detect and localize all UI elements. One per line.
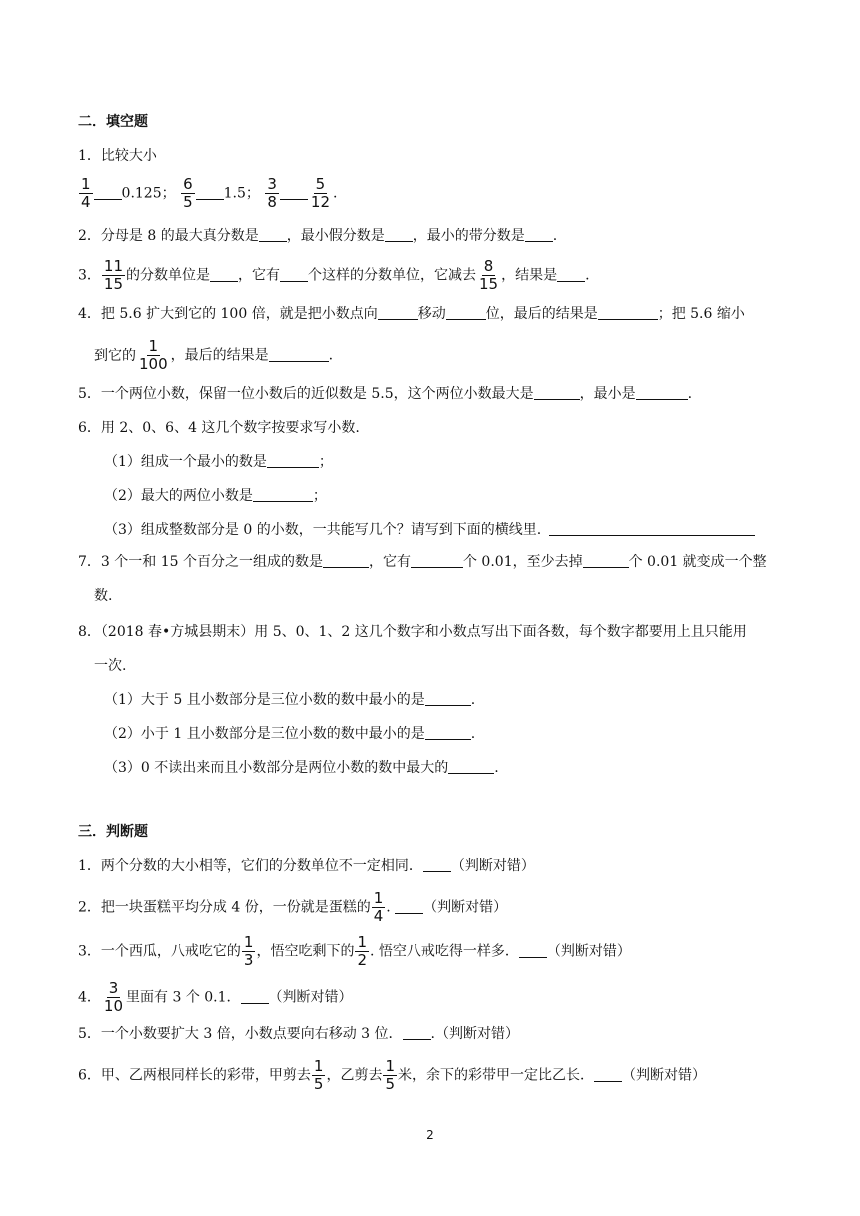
question-2-5: 5．一个两位小数，保留一位小数后的近似数是 5.5，这个两位小数最大是 ，最小是 . [78, 386, 693, 402]
fraction: $\frac{1}{100}$ [139, 337, 168, 373]
question-2-4-line1: 4．把 5.6 扩大到它的 100 倍，就是把小数点向 移动 位，最后的结果是 ；把 5.6 缩小 [78, 306, 745, 322]
answer-blank[interactable] [323, 553, 369, 568]
fraction: $\frac{6}{5}$ [183, 175, 193, 211]
question-2-3: 3． $\frac{11}{15}$ 的分数单位是 ，它有 个这样的分数单位，它减去 $\frac{8}{15}$ ，结果是 . [78, 257, 590, 293]
answer-blank[interactable] [259, 227, 287, 242]
fraction: $\frac{1}{5}$ [313, 1057, 324, 1093]
question-3-3: 3．一个西瓜，八戒吃它的 $\frac{1}{3}$ ，悟空吃剩下的 $\frac{1}{2}$ . 悟空八戒吃得一样多． （判断对错） [78, 933, 631, 969]
answer-blank[interactable] [549, 521, 755, 536]
answer-blank[interactable] [253, 487, 313, 502]
question-2-6-part3: （3）组成整数部分是 0 的小数，一共能写几个？请写到下面的横线里. [104, 520, 755, 540]
fraction: $\frac{1}{5}$ [385, 1057, 395, 1093]
answer-blank[interactable] [583, 553, 629, 568]
answer-blank[interactable] [94, 185, 122, 200]
answer-blank[interactable] [594, 1067, 622, 1082]
question-2-6-part1: （1）组成一个最小的数是 ； [104, 454, 333, 470]
answer-blank[interactable] [378, 305, 418, 320]
question-2-7-line1: 7．3 个一和 15 个百分之一组成的数是 ，它有 个 0.01，至少去掉 个 0.01 就变成一个整 [78, 554, 767, 570]
section-title-fill-in: 二．填空题 [78, 114, 148, 130]
answer-blank[interactable] [423, 857, 451, 872]
page-number: 2 [426, 1128, 434, 1142]
fraction: $\frac{3}{8}$ [267, 175, 277, 211]
answer-blank[interactable] [425, 725, 471, 740]
answer-blank[interactable] [403, 1025, 431, 1040]
answer-blank[interactable] [385, 227, 413, 242]
question-3-1: 1．两个分数的大小相等，它们的分数单位不一定相同． （判断对错） [78, 858, 535, 874]
answer-blank[interactable] [210, 267, 238, 282]
question-2-4-line2: 到它的 $\frac{1}{100}$ ，最后的结果是 . [94, 337, 334, 373]
answer-blank[interactable] [557, 267, 585, 282]
question-3-2: 2．把一块蛋糕平均分成 4 份，一份就是蛋糕的 $\frac{1}{4}$ . （判断对错） [78, 889, 508, 925]
answer-blank[interactable] [280, 267, 308, 282]
answer-blank[interactable] [411, 553, 463, 568]
answer-blank[interactable] [395, 899, 423, 914]
question-3-4: 4． $\frac{3}{10}$ 里面有 3 个 0.1． （判断对错） [78, 979, 353, 1015]
question-3-6: 6．甲、乙两根同样长的彩带，甲剪去 $\frac{1}{5}$ ，乙剪去 $\frac{1}{5}$ 米，余下的彩带甲一定比乙长． （判断对错） [78, 1057, 706, 1093]
answer-blank[interactable] [267, 453, 319, 468]
question-2-8-line2: 一次. [94, 658, 127, 674]
fraction: $\frac{1}{4}$ [81, 175, 91, 211]
fraction: $\frac{1}{4}$ [373, 889, 384, 925]
fraction: $\frac{5}{12}$ [310, 175, 330, 211]
fraction: $\frac{3}{10}$ [103, 979, 124, 1015]
answer-blank[interactable] [446, 305, 486, 320]
answer-blank[interactable] [448, 759, 494, 774]
fraction: $\frac{1}{2}$ [357, 933, 368, 969]
question-2-2: 2．分母是 8 的最大真分数是 ，最小假分数是 ，最小的带分数是 . [78, 228, 558, 244]
question-2-8-part2: （2）小于 1 且小数部分是三位小数的数中最小的是 . [104, 726, 476, 742]
answer-blank[interactable] [196, 185, 224, 200]
section-title-true-false: 三．判断题 [78, 824, 148, 840]
question-3-5: 5．一个小数要扩大 3 倍，小数点要向右移动 3 位． .（判断对错） [78, 1026, 519, 1042]
answer-blank[interactable] [425, 691, 471, 706]
question-2-6-stem: 6．用 2、0、6、4 这几个数字按要求写小数. [78, 420, 360, 436]
answer-blank[interactable] [525, 227, 553, 242]
fraction: $\frac{8}{15}$ [479, 257, 499, 293]
question-2-8-line1: 8．（2018 春•方城县期末）用 5、0、1、2 这几个数字和小数点写出下面各数，每个数字都要用上且只能用 [78, 624, 747, 640]
fraction: $\frac{1}{3}$ [243, 933, 254, 969]
question-2-6-part2: （2）最大的两位小数是 ； [104, 488, 327, 504]
answer-blank[interactable] [269, 347, 329, 362]
question-2-1-comparisons: $\frac{1}{4}$ 0.125； $\frac{6}{5}$ 1.5； $\frac{3}{8}$ $\frac{5}{12}$ . [81, 175, 338, 211]
question-2-1-stem: 1．比较大小 [78, 148, 157, 164]
answer-blank[interactable] [636, 385, 688, 400]
answer-blank[interactable] [241, 989, 269, 1004]
question-2-7-line2: 数. [94, 588, 113, 604]
question-2-8-part3: （3）0 不读出来而且小数部分是两位小数的数中最大的 . [104, 760, 499, 776]
answer-blank[interactable] [519, 943, 547, 958]
answer-blank[interactable] [280, 185, 308, 200]
question-2-8-part1: （1）大于 5 且小数部分是三位小数的数中最小的是 . [104, 692, 476, 708]
fraction: $\frac{11}{15}$ [103, 257, 124, 293]
answer-blank[interactable] [598, 305, 658, 320]
answer-blank[interactable] [534, 385, 580, 400]
